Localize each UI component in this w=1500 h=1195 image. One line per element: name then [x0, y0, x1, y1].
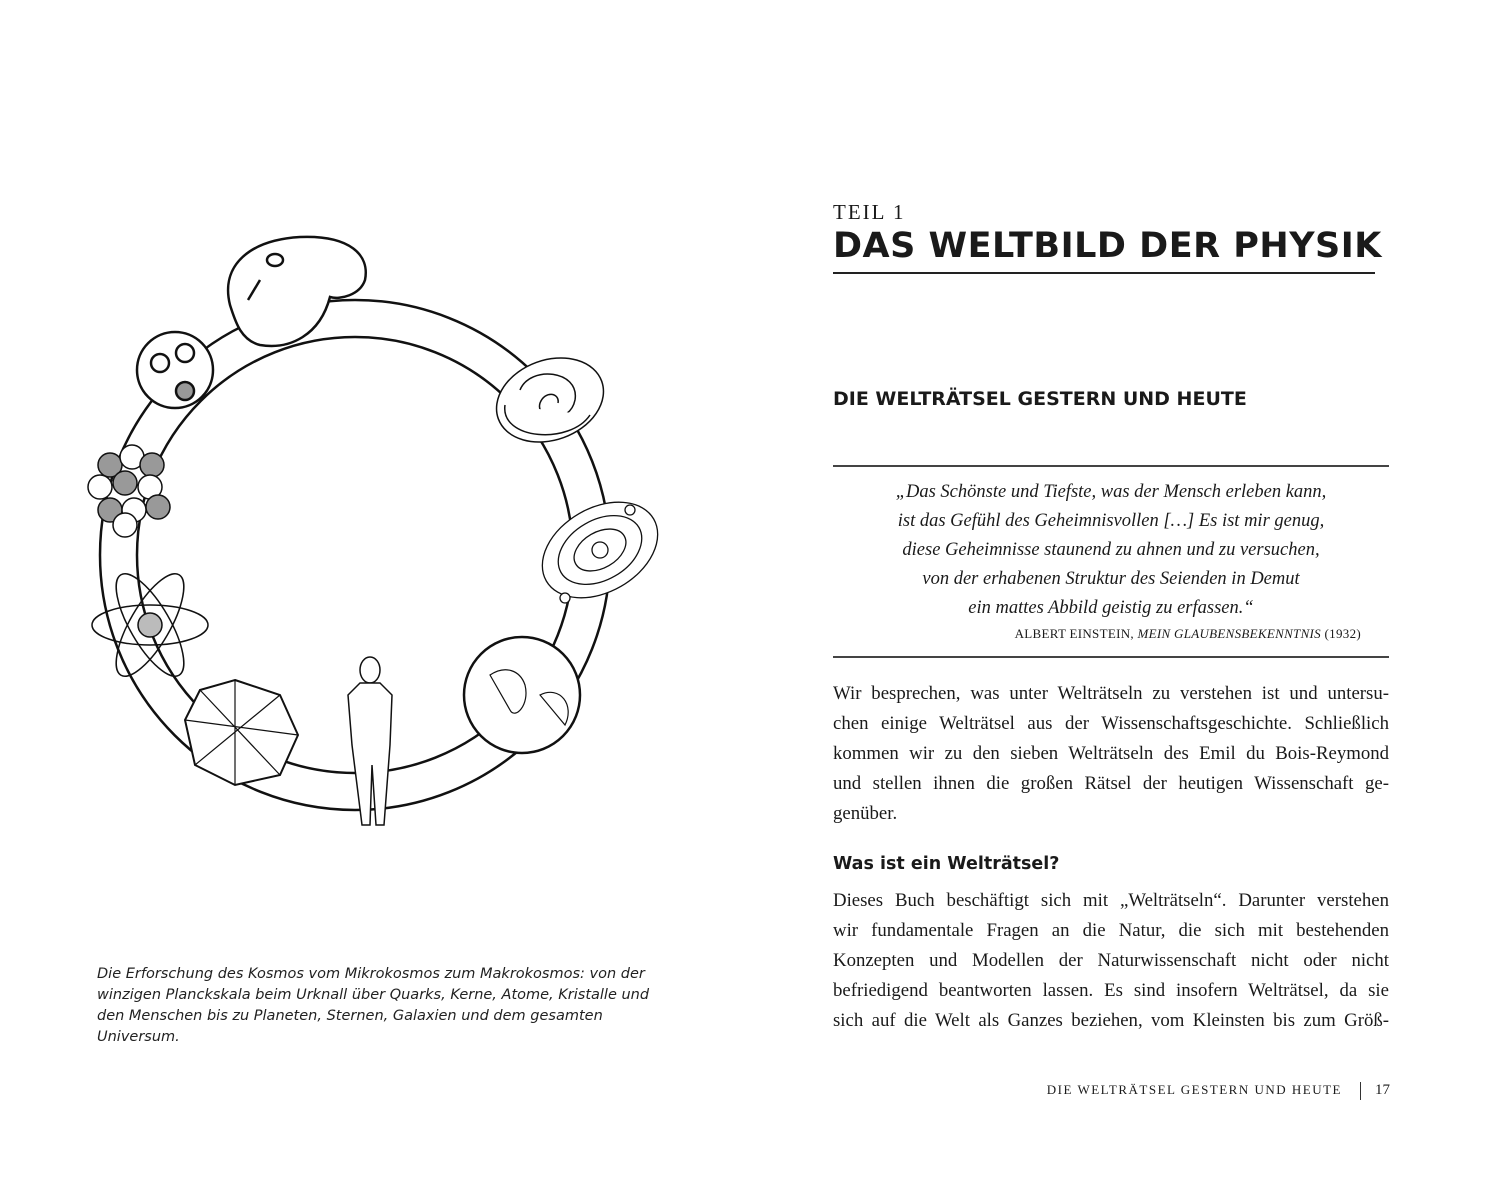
footer-divider	[1360, 1082, 1361, 1100]
quote-line: ist das Gefühl des Geheimnisvollen […] Es ist mir genug,	[897, 511, 1325, 531]
text-line: Konzepten und Modellen der Naturwissenschaft nicht oder nicht	[833, 950, 1389, 971]
page-footer	[1000, 1082, 1390, 1100]
galaxy-icon	[485, 344, 616, 457]
earth-icon	[464, 637, 580, 753]
nucleus-icon	[88, 445, 170, 537]
intro-paragraph	[833, 679, 1389, 829]
section-title: DIE WELTRÄTSEL GESTERN UND HEUTE	[833, 388, 1247, 410]
figure-caption: Die Erforschung des Kosmos vom Mikrokosmos zum Makrokosmos: von der winzigen Planckskala beim Urknall über Quarks, Kerne, Atome, Kristalle und den Menschen bis zu Planeten, Sternen, Galaxien und dem gesamten Universum.	[97, 966, 650, 1045]
page-number: 17	[1375, 1082, 1390, 1098]
text-line: sich auf die Welt als Ganzes beziehen, vom Kleinsten bis zum Größ-	[833, 1010, 1389, 1031]
quote-top-rule	[833, 465, 1389, 467]
text-line: genüber.	[833, 803, 898, 824]
text-line: befriedigend beantworten lassen. Es sind insofern Welträtsel, da sie	[833, 980, 1389, 1001]
text-line: chen einige Welträtsel aus der Wissenschaftsgeschichte. Schließlich	[833, 713, 1389, 734]
quote-line: ein mattes Abbild geistig zu erfassen.“	[968, 598, 1254, 618]
solar-system-icon	[525, 483, 674, 618]
crystal-icon	[185, 680, 298, 785]
quote-attribution	[833, 626, 1361, 642]
ouroboros-cosmos-illustration	[70, 225, 690, 835]
planck-quark-icon	[137, 332, 213, 408]
body-paragraph	[833, 886, 1389, 1036]
human-figure-icon	[348, 657, 392, 825]
attribution-year: (1932)	[1320, 626, 1361, 641]
title-underline	[833, 272, 1375, 274]
text-line: kommen wir zu den sieben Welträtseln des Emil du Bois-Reymond	[833, 743, 1389, 764]
running-head: DIE WELTRÄTSEL GESTERN UND HEUTE	[1046, 1082, 1342, 1097]
quote-line: „Das Schönste und Tiefste, was der Mensch erleben kann,	[895, 482, 1327, 502]
epigraph-quote	[833, 478, 1389, 623]
text-line: und stellen ihnen die großen Rätsel der heutigen Wissenschaft ge-	[833, 773, 1389, 794]
attribution-work: MEIN GLAUBENSBEKENNTNIS	[1137, 626, 1321, 641]
quote-line: diese Geheimnisse staunend zu ahnen und zu versuchen,	[902, 540, 1320, 560]
text-line: Dieses Buch beschäftigt sich mit „Welträtseln“. Darunter verstehen	[833, 890, 1389, 911]
part-label: TEIL 1	[833, 200, 906, 224]
quote-bottom-rule	[833, 656, 1389, 658]
attribution-author: ALBERT EINSTEIN,	[1014, 626, 1138, 641]
text-line: Wir besprechen, was unter Welträtseln zu verstehen ist und untersu-	[833, 683, 1389, 704]
quote-line: von der erhabenen Struktur des Seienden in Demut	[922, 569, 1300, 589]
snake-head-icon	[228, 237, 366, 346]
subheading: Was ist ein Welträtsel?	[833, 854, 1060, 874]
part-title: DAS WELTBILD DER PHYSIK	[833, 226, 1382, 266]
text-line: wir fundamentale Fragen an die Natur, die sich mit bestehenden	[833, 920, 1389, 941]
